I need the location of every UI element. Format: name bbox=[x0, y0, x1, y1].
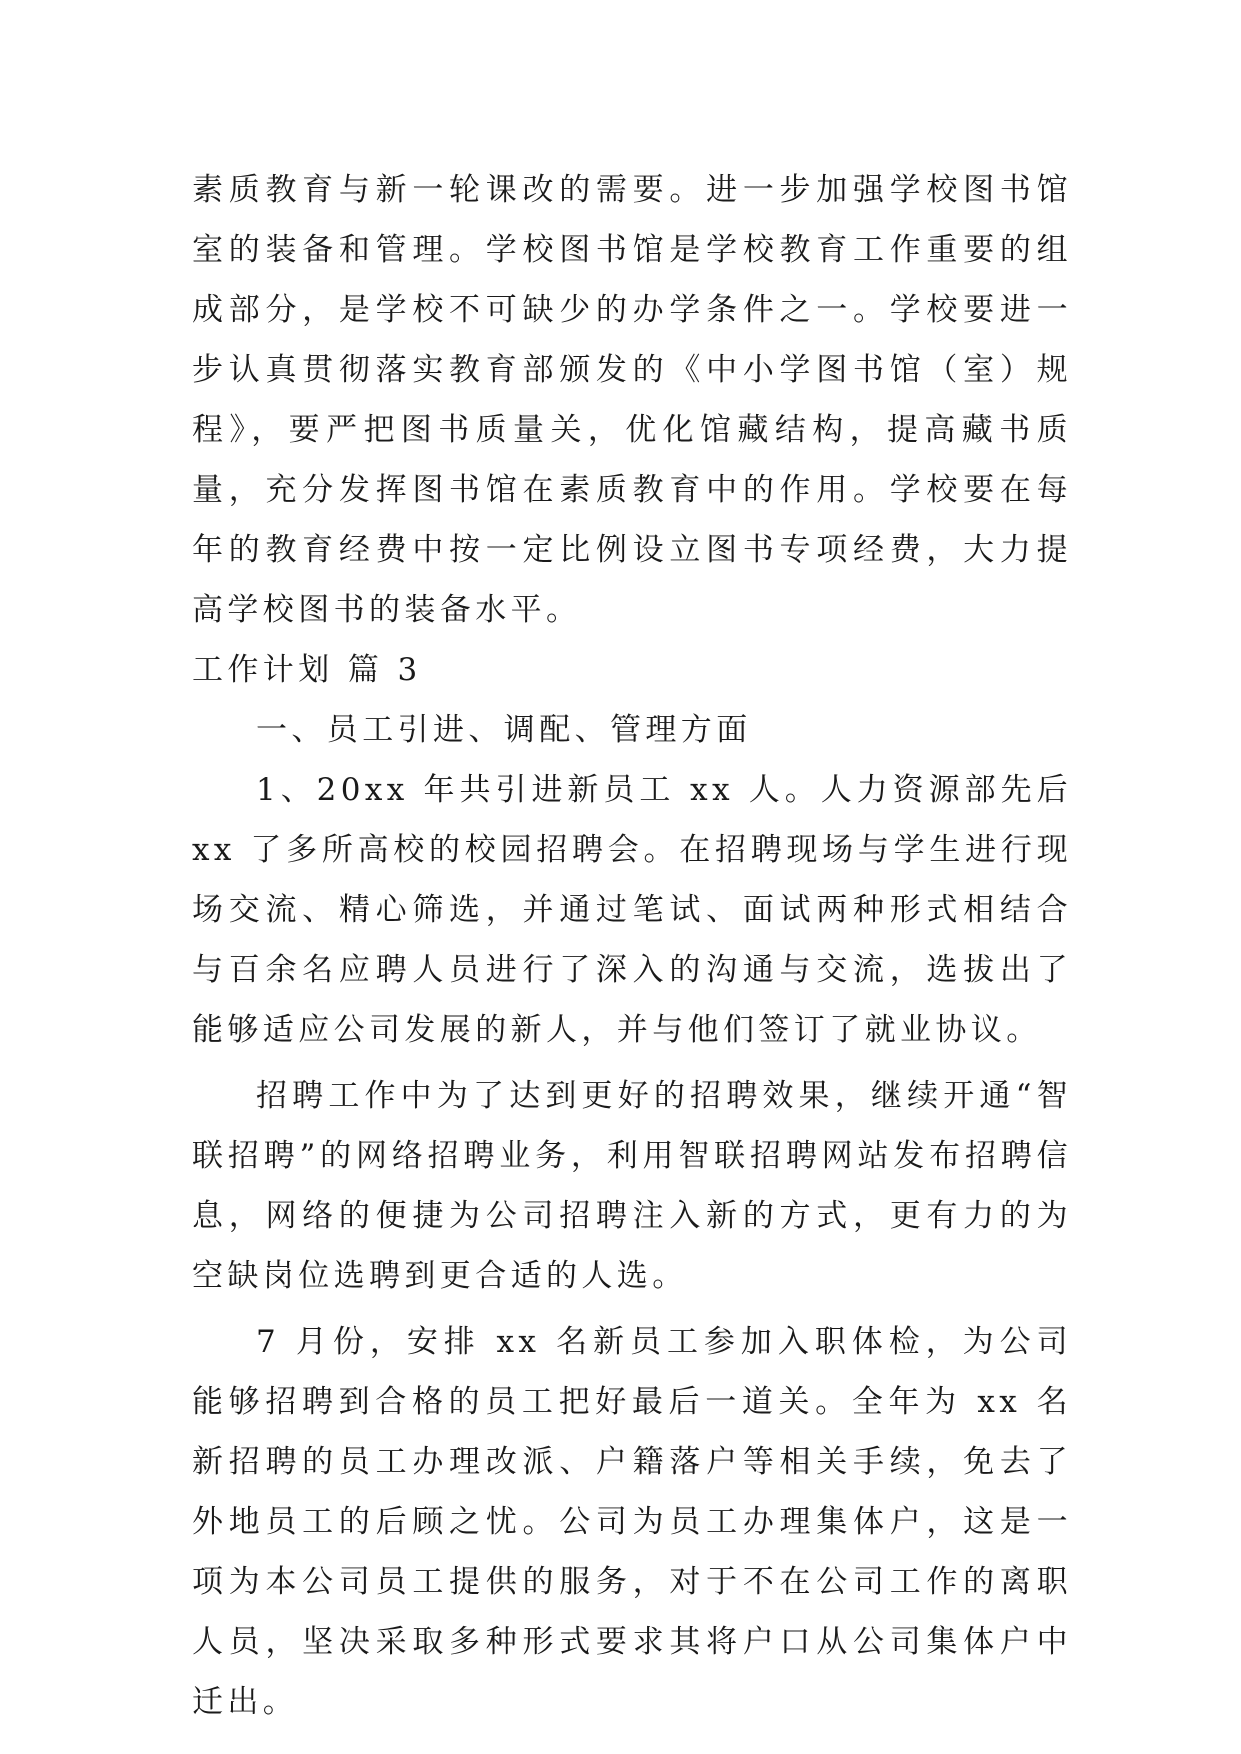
document-page bbox=[192, 160, 1072, 1732]
subsection-heading: 一、员工引进、调配、管理方面 bbox=[256, 712, 752, 748]
section-heading: 工作计划 篇 3 bbox=[192, 652, 422, 688]
paragraph-online-recruitment: 招聘工作中为了达到更好的招聘效果，继续开通“智联招聘”的网络招聘业务，利用智联招聘网站发布招聘信息，网络的便捷为公司招聘注入新的方式，更有力的为空缺岗位选聘到更合适的人选。 bbox=[192, 1078, 1072, 1294]
paragraph-physical-exam: 7 月份，安排 xx 名新员工参加入职体检，为公司能够招聘到合格的员工把好最后一道关。全年为 xx 名新招聘的员工办理改派、户籍落户等相关手续，免去了外地员工的后顾之忧。公司为员工办理集体户，这是一项为本公司员工提供的服务，对于不在公司工作的离职人员，坚决采取多种形式要求其将户口从公司集体户中迁出。 bbox=[192, 1324, 1072, 1720]
paragraph-library-management: 素质教育与新一轮课改的需要。进一步加强学校图书馆室的装备和管理。学校图书馆是学校教育工作重要的组成部分，是学校不可缺少的办学条件之一。学校要进一步认真贯彻落实教育部颁发的《中小学图书馆（室）规程》，要严把图书质量关，优化馆藏结构，提高藏书质量，充分发挥图书馆在素质教育中的作用。学校要在每年的教育经费中按一定比例设立图书专项经费，大力提高学校图书的装备水平。 bbox=[192, 172, 1072, 628]
paragraph-new-hires: 1、20xx 年共引进新员工 xx 人。人力资源部先后 xx 了多所高校的校园招聘会。在招聘现场与学生进行现场交流、精心筛选，并通过笔试、面试两种形式相结合与百余名应聘人员进行了深入的沟通与交流，选拔出了能够适应公司发展的新人，并与他们签订了就业协议。 bbox=[192, 772, 1072, 1048]
